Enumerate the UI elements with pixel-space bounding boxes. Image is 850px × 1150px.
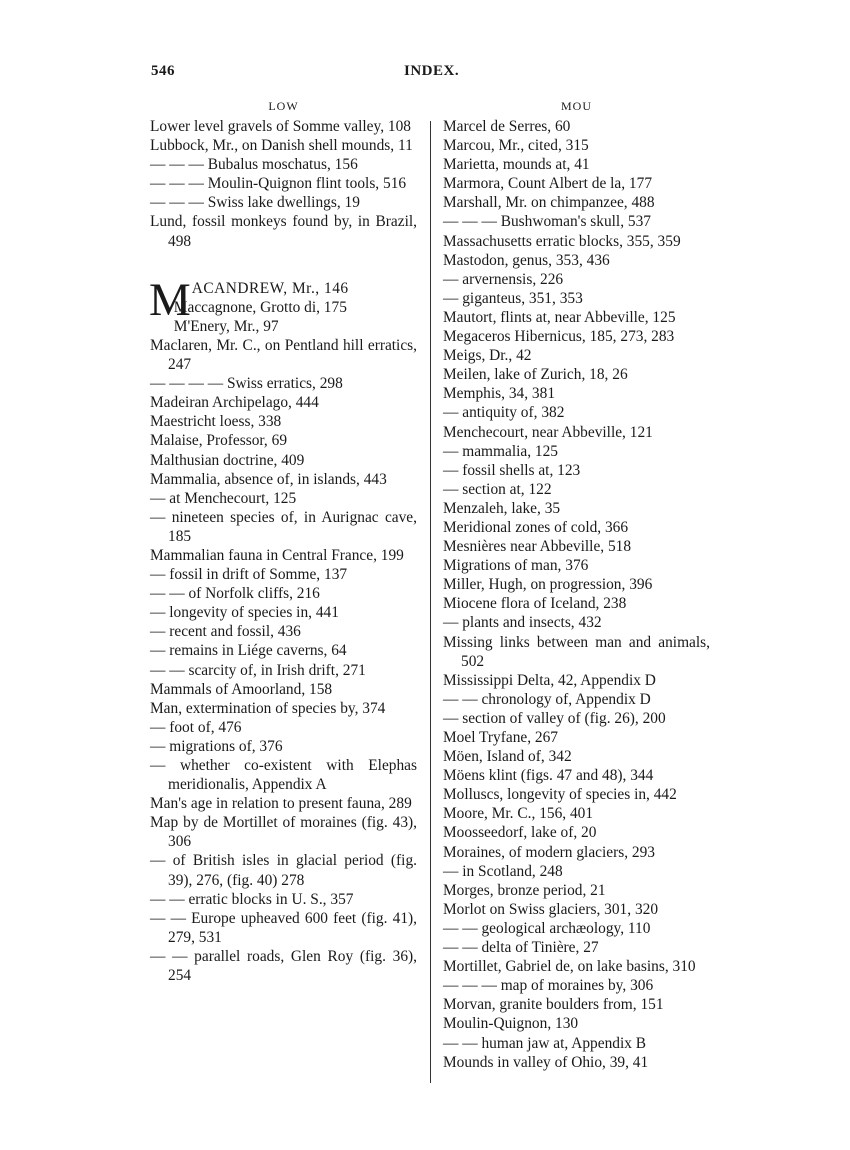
index-entry: — — — — Swiss erratics, 298 <box>150 375 343 393</box>
index-entry: Mesnières near Abbeville, 518 <box>443 538 632 556</box>
index-entry: — foot of, 476 <box>150 718 242 736</box>
index-entry: — — — map of moraines by, 306 <box>443 977 654 995</box>
index-entry: Meridional zones of cold, 366 <box>443 518 629 536</box>
column-divider <box>430 121 431 1083</box>
index-entry: Massachusetts erratic blocks, 355, 359 <box>443 232 681 250</box>
index-entry: Menchecourt, near Abbeville, 121 <box>443 423 653 441</box>
index-entry: Mounds in valley of Ohio, 39, 41 <box>443 1053 649 1071</box>
index-entry: Malaise, Professor, 69 <box>150 432 288 450</box>
index-entry: — — — Bubalus moschatus, 156 <box>150 156 358 174</box>
left-entry-list <box>150 117 417 985</box>
index-entry: Marshall, Mr. on chimpanzee, 488 <box>443 194 655 212</box>
index-entry: — antiquity of, 382 <box>443 404 565 422</box>
index-entry: Morges, bronze period, 21 <box>443 881 606 899</box>
index-entry: — at Menchecourt, 125 <box>150 489 297 507</box>
left-column <box>150 95 417 985</box>
index-entry: Meilen, lake of Zurich, 18, 26 <box>443 366 628 384</box>
index-entry: — of British isles in glacial period (fig. 39), 276, (fig. 40) 278 <box>150 852 417 889</box>
index-entry: Map by de Mortillet of moraines (fig. 43), 306 <box>150 814 417 851</box>
index-entry: — — human jaw at, Appendix B <box>443 1034 647 1052</box>
index-entry: — — geological archæology, 110 <box>443 919 651 937</box>
index-entry: Marcou, Mr., cited, 315 <box>443 137 589 155</box>
index-entry: — — — Bushwoman's skull, 537 <box>443 213 651 231</box>
index-entry: Moulin-Quignon, 130 <box>443 1015 579 1033</box>
index-entry: Mammalian fauna in Central France, 199 <box>150 546 404 564</box>
index-entry: — mammalia, 125 <box>443 442 558 460</box>
index-entry: Missing links between man and animals, 502 <box>443 633 710 670</box>
index-entry: — whether co-existent with Elephas meridionalis, Appendix A <box>150 757 417 794</box>
index-entry: Möens klint (figs. 47 and 48), 344 <box>443 767 654 785</box>
index-entry: Man, extermination of species by, 374 <box>150 699 386 717</box>
index-entry: — — scarcity of, in Irish drift, 271 <box>150 661 366 679</box>
index-entry: — migrations of, 376 <box>150 737 283 755</box>
section-first-entry-text: ACANDREW, Mr., 146 <box>191 279 349 297</box>
index-entry: Morlot on Swiss glaciers, 301, 320 <box>443 900 659 918</box>
index-entry: — section of valley of (fig. 26), 200 <box>443 709 666 727</box>
index-entry: Marietta, mounds at, 41 <box>443 156 590 174</box>
index-entry: — arvernensis, 226 <box>443 270 564 288</box>
index-entry: Migrations of man, 376 <box>443 557 589 575</box>
index-entry: — — chronology of, Appendix D <box>443 690 651 708</box>
index-entry: — plants and insects, 432 <box>443 614 602 632</box>
index-entry: Megaceros Hibernicus, 185, 273, 283 <box>443 328 675 346</box>
index-entry: — section at, 122 <box>443 480 552 498</box>
index-entry: — — — Swiss lake dwellings, 19 <box>150 194 360 212</box>
index-entry: Lubbock, Mr., on Danish shell mounds, 11 <box>150 137 413 155</box>
index-entry: Möen, Island of, 342 <box>443 748 572 766</box>
index-entry: Mississippi Delta, 42, Appendix D <box>443 671 656 689</box>
section-initial: M <box>149 273 191 326</box>
index-entry: — fossil in drift of Somme, 137 <box>150 566 348 584</box>
index-entry: Maccagnone, Grotto di, 175 <box>173 298 347 316</box>
index-entry: Mammals of Amoorland, 158 <box>150 680 333 698</box>
index-entry: Mortillet, Gabriel de, on lake basins, 310 <box>443 958 696 976</box>
index-entry: Morvan, granite boulders from, 151 <box>443 996 664 1014</box>
index-entry: Madeiran Archipelago, 444 <box>150 394 319 412</box>
index-entry: Memphis, 34, 381 <box>443 385 556 403</box>
index-entry: Miller, Hugh, on progression, 396 <box>443 576 653 594</box>
index-entry: Molluscs, longevity of species in, 442 <box>443 786 677 804</box>
index-entry: Moel Tryfane, 267 <box>443 729 559 746</box>
index-entry: — — erratic blocks in U. S., 357 <box>150 890 354 908</box>
index-entry: — giganteus, 351, 353 <box>443 289 583 307</box>
index-entry: Moore, Mr. C., 156, 401 <box>443 805 594 823</box>
page-number: 546 <box>151 63 175 79</box>
index-entry: Marcel de Serres, 60 <box>443 118 571 135</box>
index-entry: — — delta of Tinière, 27 <box>443 939 599 957</box>
index-entry: — — of Norfolk cliffs, 216 <box>150 585 320 603</box>
index-entry: M'Enery, Mr., 97 <box>173 317 279 335</box>
index-entry: Moosseedorf, lake of, 20 <box>443 824 597 842</box>
right-column <box>443 95 710 1072</box>
index-entry: Mammalia, absence of, in islands, 443 <box>150 470 387 488</box>
index-entry: — recent and fossil, 436 <box>150 623 301 641</box>
right-column-heading: MOU <box>560 99 592 113</box>
index-entry: Lund, fossil monkeys found by, in Brazil, 498 <box>150 213 417 250</box>
index-entry: Man's age in relation to present fauna, 289 <box>150 795 412 813</box>
running-title: INDEX. <box>404 63 460 79</box>
index-entry: Mastodon, genus, 353, 436 <box>443 251 610 269</box>
left-column-heading: LOW <box>268 99 299 113</box>
index-entry: Malthusian doctrine, 409 <box>150 451 305 469</box>
index-entry: — in Scotland, 248 <box>443 862 563 880</box>
index-entry: Miocene flora of Iceland, 238 <box>443 595 627 613</box>
index-entry: Maestricht loess, 338 <box>150 413 282 431</box>
index-entry: — longevity of species in, 441 <box>150 604 339 622</box>
index-entry: — — parallel roads, Glen Roy (fig. 36), 254 <box>150 947 417 985</box>
index-entry: — fossil shells at, 123 <box>443 461 581 479</box>
index-entry: Maclaren, Mr. C., on Pentland hill erratics, 247 <box>150 336 417 374</box>
index-entry: Mautort, flints at, near Abbeville, 125 <box>443 308 676 326</box>
index-entry: — nineteen species of, in Aurignac cave, 185 <box>150 508 417 545</box>
index-entry: — remains in Liége caverns, 64 <box>150 642 347 660</box>
index-entry: — — Europe upheaved 600 feet (fig. 41), 279, 531 <box>150 909 417 946</box>
index-entry: Lower level gravels of Somme valley, 108 <box>150 118 411 135</box>
index-entry: — — — Moulin-Quignon flint tools, 516 <box>150 175 407 193</box>
index-entry: Meigs, Dr., 42 <box>443 347 532 365</box>
index-entry: Menzaleh, lake, 35 <box>443 499 561 517</box>
right-entry-list <box>443 117 710 1072</box>
index-entry: Marmora, Count Albert de la, 177 <box>443 175 653 193</box>
index-entry: Moraines, of modern glaciers, 293 <box>443 843 655 861</box>
